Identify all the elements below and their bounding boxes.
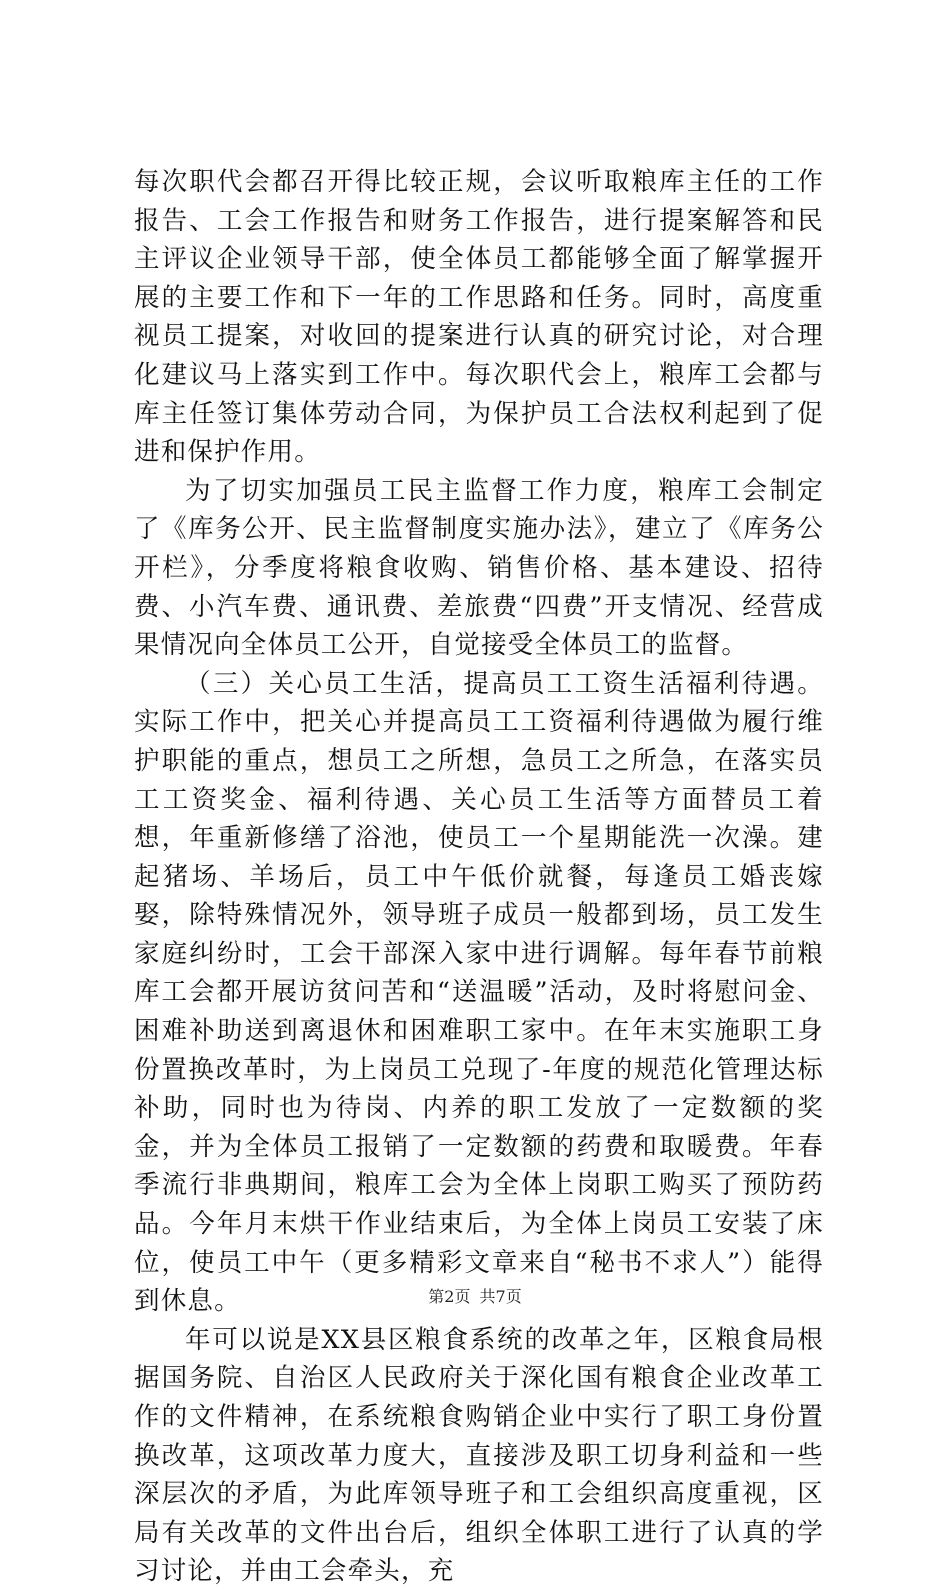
paragraph-4: 年可以说是XX县区粮食系统的改革之年，区粮食局根据国务院、自治区人民政府关于深化国有粮食企业改革工作的文件精神，在系统粮食购销企业中实行了职工身份置换改革，这项改革力度大，直接涉及职工切身利益和一些深层次的矛盾，为此库领导班子和工会组织高度重视，区局有关改革的文件出台后，组织全体职工进行了认真的学习讨论，并由工会牵头，充 xyxy=(134,1324,824,1587)
page-number: 第2页 xyxy=(428,1287,471,1306)
page-footer xyxy=(0,1284,950,1307)
paragraph-3: （三）关心员工生活，提高员工工资生活福利待遇。实际工作中，把关心并提高员工工资福利待遇做为履行维护职能的重点，想员工之所想，急员工之所急，在落实员工工资奖金、福利待遇、关心员工生活等方面替员工着想，年重新修缮了浴池，使员工一个星期能洗一次澡。建起猪场、羊场后，员工中午低价就餐，每逢员工婚丧嫁娶，除特殊情况外，领导班子成员一般都到场，员工发生家庭纠纷时，工会干部深入家中进行调解。每年春节前粮库工会都开展访贫问苦和“送温暖”活动，及时将慰问金、困难补助送到离退休和困难职工家中。在年末实施职工身份置换改革时，为上岗员工兑现了-年度的规范化管理达标补助，同时也为待岗、内养的职工发放了一定数额的奖金，并为全体员工报销了一定数额的药费和取暖费。年春季流行非典期间，粮库工会为全体上岗职工购买了预防药品。今年月末烘干作业结束后，为全体上岗员工安装了床位，使员工中午（更多精彩文章来自“秘书不求人”）能得到休息。 xyxy=(134,668,824,1317)
page-total: 共7页 xyxy=(479,1287,522,1306)
paragraph-1: 每次职代会都召开得比较正规，会议听取粮库主任的工作报告、工会工作报告和财务工作报告，进行提案解答和民主评议企业领导干部，使全体员工都能够全面了解掌握开展的主要工作和下一年的工作思路和任务。同时，高度重视员工提案，对收回的提案进行认真的研究讨论，对合理化建议马上落实到工作中。每次职代会上，粮库工会都与库主任签订集体劳动合同，为保护员工合法权利起到了促进和保护作用。 xyxy=(134,167,824,468)
paragraph-2: 为了切实加强员工民主监督工作力度，粮库工会制定了《库务公开、民主监督制度实施办法》，建立了《库务公开栏》，分季度将粮食收购、销售价格、基本建设、招待费、小汽车费、通讯费、差旅费“四费”开支情况、经营成果情况向全体员工公开，自觉接受全体员工的监督。 xyxy=(134,475,824,661)
document-body xyxy=(134,163,824,1591)
